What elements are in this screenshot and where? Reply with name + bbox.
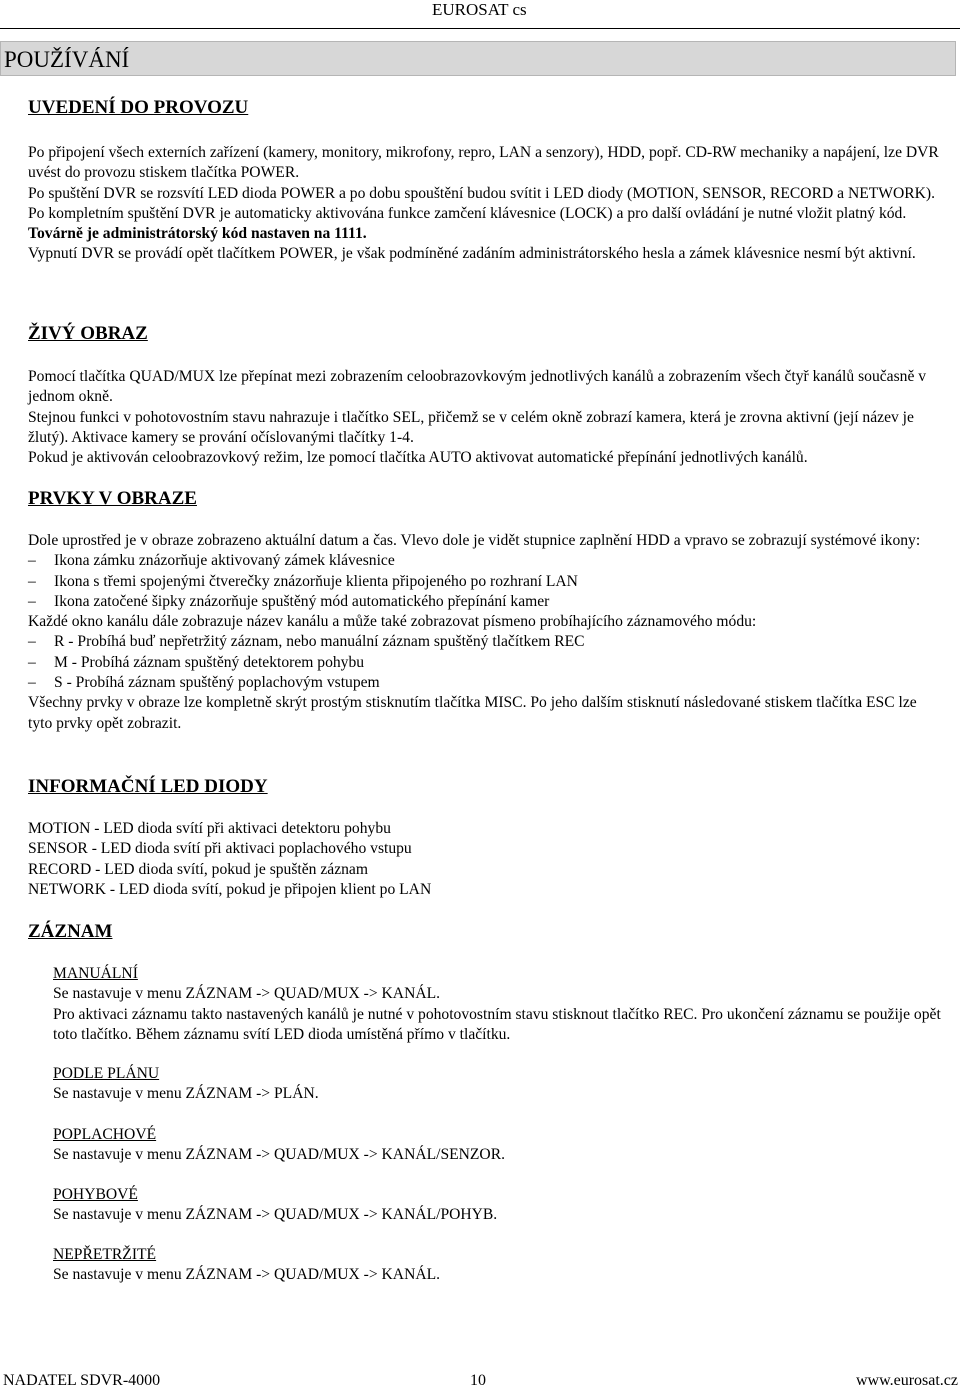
paragraph: Stejnou funkci v pohotovostním stavu nahrazuje i tlačítko SEL, přičemž se v celém okně zobrazí kamera, která je zrovna aktivní (její název je žlutý). Aktivace kamery se prování očíslovanými tlačítky 1-4. <box>28 408 914 446</box>
paragraph: Vypnutí DVR se provádí opět tlačítkem POWER, je však podmíněné zadáním administrátorského hesla a zámek klávesnice nesmí být aktivní. <box>28 245 916 263</box>
subheading-alarm: POPLACHOVÉ <box>53 1126 157 1143</box>
record-manual <box>53 964 948 1045</box>
heading-zivy-obraz: ŽIVÝ OBRAZ <box>28 323 148 344</box>
subheading-continuous: NEPŘETRŽITÉ <box>53 1246 157 1263</box>
subheading-manual: MANUÁLNÍ <box>53 965 138 982</box>
paragraph: Každé okno kanálu dále zobrazuje název kanálu a může také zobrazovat písmeno probíhajícího záznamového módu: <box>28 613 757 631</box>
paragraph: Pro aktivaci záznamu takto nastavených kanálů je nutné v pohotovostním stavu stisknout tlačítko REC. Pro ukončení záznamu se použije opět toto tlačítko. Během záznamu svítí LED dioda umístěná přímo v tlačítku. <box>53 1005 941 1043</box>
paragraph: Pomocí tlačítka QUAD/MUX lze přepínat mezi zobrazením celoobrazovkovým jednotlivých kanálů a zobrazením všech čtyř kanálů současně v jednom okně. <box>28 368 927 406</box>
record-continuous <box>53 1245 948 1286</box>
section-led-body <box>28 819 943 900</box>
led-line: NETWORK - LED dioda svítí, pokud je připojen klient po LAN <box>28 880 432 898</box>
led-line: MOTION - LED dioda svítí při aktivaci detektoru pohybu <box>28 820 391 837</box>
paragraph: Se nastavuje v menu ZÁZNAM -> QUAD/MUX -> KANÁL/SENZOR. <box>53 1146 505 1164</box>
heading-zaznam: ZÁZNAM <box>28 921 113 942</box>
heading-prvky-v-obraze: PRVKY V OBRAZE <box>28 488 197 509</box>
page-footer <box>0 1372 960 1389</box>
admin-code-note: Továrně je administrátorský kód nastaven na 1111. <box>28 225 367 243</box>
icon-list <box>28 551 943 612</box>
paragraph: Se nastavuje v menu ZÁZNAM -> QUAD/MUX -> KANÁL/POHYB. <box>53 1206 498 1224</box>
heading-informacni-led-diody: INFORMAČNÍ LED DIODY <box>28 776 268 797</box>
paragraph: Se nastavuje v menu ZÁZNAM -> QUAD/MUX -> KANÁL. <box>53 985 441 1003</box>
record-plan <box>53 1064 948 1105</box>
header-company: EUROSAT cs <box>432 0 527 19</box>
list-item: – R - Probíhá buď nepřetržitý záznam, nebo manuální záznam spuštěný tlačítkem REC <box>28 633 585 651</box>
led-line: RECORD - LED dioda svítí, pokud je spuštěn záznam <box>28 860 368 878</box>
record-motion <box>53 1185 948 1226</box>
paragraph-text: Po kompletním spuštění DVR je automaticky aktivována funkce zamčení klávesnice (LOCK) a pro další ovládání je nutné vložit platný kód. <box>28 204 907 222</box>
footer-model: NADATEL SDVR-4000 <box>3 1372 161 1389</box>
paragraph: Po připojení všech externích zařízení (kamery, monitory, mikrofony, repro, LAN a senzory), HDD, popř. CD-RW mechaniky a napájení, lze DVR uvést do provozu stiskem tlačítka POWER. <box>28 144 939 182</box>
footer-website: www.eurosat.cz <box>855 1372 958 1389</box>
mode-list <box>28 632 943 693</box>
led-line: SENSOR - LED dioda svítí při aktivaci poplachového vstupu <box>28 840 412 858</box>
paragraph: Po spuštění DVR se rozsvítí LED dioda POWER a po dobu spouštění budou svítit i LED diody (MOTION, SENSOR, RECORD a NETWORK). <box>28 184 935 202</box>
list-item: – M - Probíhá záznam spuštěný detektorem pohybu <box>28 653 365 671</box>
paragraph: Všechny prvky v obraze lze kompletně skrýt prostým stisknutím tlačítka MISC. Po jeho dalším stisknutí následované stiskem tlačítka ESC lze tyto prvky opět zobrazit. <box>28 694 917 732</box>
paragraph: Se nastavuje v menu ZÁZNAM -> PLÁN. <box>53 1085 319 1103</box>
section-zivy-body <box>28 367 943 468</box>
subheading-plan: PODLE PLÁNU <box>53 1065 160 1082</box>
page-header <box>0 0 960 20</box>
record-alarm <box>53 1125 948 1166</box>
list-item: – Ikona zámku znázorňuje aktivovaný zámek klávesnice <box>28 552 395 570</box>
paragraph: Pokud je aktivován celoobrazovkový režim, lze pomocí tlačítka AUTO aktivovat automatické přepínání jednotlivých kanálů. <box>28 449 808 467</box>
section-prvky-body <box>28 531 943 734</box>
header-rule <box>0 28 960 29</box>
heading-uvedeni-do-provozu: UVEDENÍ DO PROVOZU <box>28 97 249 118</box>
section-uvedeni-body <box>28 143 943 265</box>
subheading-motion: POHYBOVÉ <box>53 1186 138 1203</box>
paragraph: Dole uprostřed je v obraze zobrazeno aktuální datum a čas. Vlevo dole je vidět stupnice zaplnění HDD a vpravo se zobrazují systémové ikony: <box>28 532 921 549</box>
list-item: – Ikona zatočené šipky znázorňuje spuštěný mód automatického přepínání kamer <box>28 592 550 610</box>
paragraph: Se nastavuje v menu ZÁZNAM -> QUAD/MUX -> KANÁL. <box>53 1266 441 1284</box>
chapter-bar <box>0 41 956 76</box>
paragraph <box>28 204 943 245</box>
chapter-title: POUŽÍVÁNÍ <box>4 47 130 72</box>
page-number: 10 <box>470 1372 486 1389</box>
list-item: – S - Probíhá záznam spuštěný poplachovým vstupem <box>28 674 380 692</box>
list-item: – Ikona s třemi spojenými čtverečky znázorňuje klienta připojeného po rozhraní LAN <box>28 572 578 590</box>
